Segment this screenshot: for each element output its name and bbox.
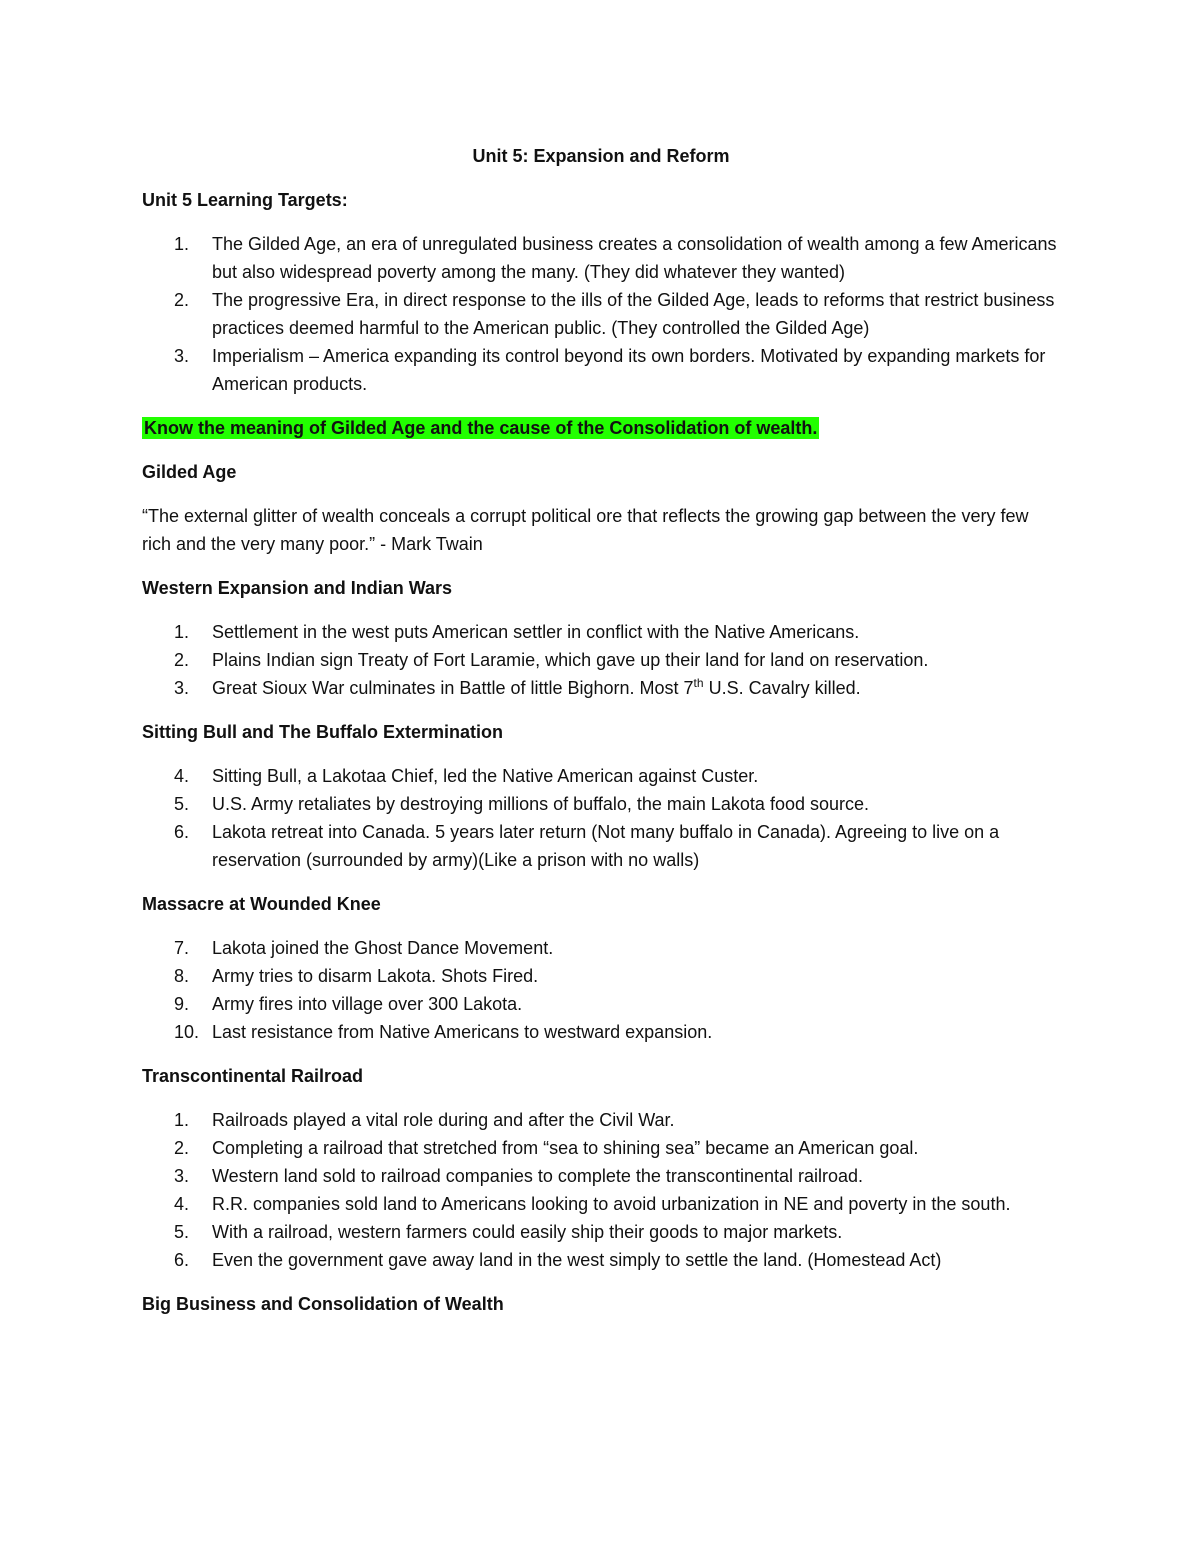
list-text-start: Great Sioux War culminates in Battle of little Bighorn. Most 7 (212, 678, 694, 698)
list-text: Settlement in the west puts American settler in conflict with the Native Americans. (212, 622, 860, 642)
list-text: Sitting Bull, a Lakotaa Chief, led the Native American against Custer. (212, 766, 759, 786)
list-item (142, 762, 1060, 790)
wounded-knee-list (142, 934, 1060, 1046)
list-number: 9. (174, 994, 190, 1014)
mark-twain-quote: “The external glitter of wealth conceals a corrupt political ore that reflects the growing gap between the very few rich and the very many poor.” - Mark Twain (142, 506, 1029, 554)
list-number: 1. (174, 234, 190, 254)
list-text: Railroads played a vital role during and after the Civil War. (212, 1110, 675, 1130)
list-number: 3. (174, 346, 190, 366)
wounded-knee-heading: Massacre at Wounded Knee (142, 894, 381, 914)
list-number: 5. (174, 1222, 190, 1242)
railroad-list (142, 1106, 1060, 1274)
list-text: Even the government gave away land in the west simply to settle the land. (Homestead Act) (212, 1250, 942, 1270)
list-number: 5. (174, 794, 190, 814)
list-number: 4. (174, 1194, 190, 1214)
list-item (142, 1190, 1060, 1218)
learning-targets-heading: Unit 5 Learning Targets: (142, 190, 348, 210)
list-item (142, 342, 1060, 398)
list-text: With a railroad, western farmers could easily ship their goods to major markets. (212, 1222, 843, 1242)
highlighted-text: Know the meaning of Gilded Age and the cause of the Consolidation of wealth. (144, 418, 818, 438)
list-number: 4. (174, 766, 190, 786)
list-text: Last resistance from Native Americans to westward expansion. (212, 1022, 713, 1042)
list-text: Army tries to disarm Lakota. Shots Fired. (212, 966, 539, 986)
list-item (142, 1218, 1060, 1246)
gilded-age-heading: Gilded Age (142, 462, 237, 482)
list-item (142, 990, 1060, 1018)
list-item (142, 934, 1060, 962)
list-number: 3. (174, 1166, 190, 1186)
railroad-heading: Transcontinental Railroad (142, 1066, 364, 1086)
list-number: 6. (174, 822, 190, 842)
list-item (142, 790, 1060, 818)
page-title: Unit 5: Expansion and Reform (472, 146, 730, 166)
ordinal-suffix: th (693, 676, 704, 690)
list-number: 8. (174, 966, 190, 986)
list-text: U.S. Army retaliates by destroying millions of buffalo, the main Lakota food source. (212, 794, 869, 814)
list-number: 1. (174, 1110, 190, 1130)
list-text: The Gilded Age, an era of unregulated business creates a consolidation of wealth among a few Americans but also widespread poverty among the many. (They did whatever they wanted) (212, 234, 1057, 282)
list-item (142, 1018, 1060, 1046)
highlighted-note (142, 414, 1060, 442)
list-item (142, 286, 1060, 342)
list-text: Army fires into village over 300 Lakota. (212, 994, 523, 1014)
learning-targets-list (142, 230, 1060, 398)
list-text: Western land sold to railroad companies to complete the transcontinental railroad. (212, 1166, 864, 1186)
big-business-heading: Big Business and Consolidation of Wealth (142, 1294, 504, 1314)
list-item (142, 1106, 1060, 1134)
list-text: R.R. companies sold land to Americans looking to avoid urbanization in NE and poverty in the south. (212, 1194, 1011, 1214)
list-number: 10. (174, 1022, 200, 1042)
list-item (142, 674, 1060, 702)
list-text: Lakota retreat into Canada. 5 years later return (Not many buffalo in Canada). Agreeing to live on a reservation (surrounded by army)(Like a prison with no walls) (212, 822, 1000, 870)
list-number: 1. (174, 622, 190, 642)
list-number: 6. (174, 1250, 190, 1270)
list-number: 3. (174, 678, 190, 698)
list-item (142, 1246, 1060, 1274)
list-text: Plains Indian sign Treaty of Fort Laramie, which gave up their land for land on reservation. (212, 650, 929, 670)
list-text: Lakota joined the Ghost Dance Movement. (212, 938, 554, 958)
sitting-bull-list (142, 762, 1060, 874)
list-text: Imperialism – America expanding its control beyond its own borders. Motivated by expanding markets for American products. (212, 346, 1046, 394)
western-expansion-list (142, 618, 1060, 702)
list-item (142, 818, 1060, 874)
list-item (142, 962, 1060, 990)
western-expansion-heading: Western Expansion and Indian Wars (142, 578, 453, 598)
list-item (142, 646, 1060, 674)
list-text-end: U.S. Cavalry killed. (703, 678, 861, 698)
list-text: Completing a railroad that stretched from “sea to shining sea” became an American goal. (212, 1138, 919, 1158)
list-number: 2. (174, 1138, 190, 1158)
list-item (142, 230, 1060, 286)
list-number: 7. (174, 938, 190, 958)
sitting-bull-heading: Sitting Bull and The Buffalo Extermination (142, 722, 504, 742)
list-item (142, 1162, 1060, 1190)
list-number: 2. (174, 290, 190, 310)
list-item (142, 1134, 1060, 1162)
list-number: 2. (174, 650, 190, 670)
list-text: The progressive Era, in direct response to the ills of the Gilded Age, leads to reforms that restrict business practices deemed harmful to the American public. (They controlled the Gilded Age) (212, 290, 1055, 338)
list-item (142, 618, 1060, 646)
